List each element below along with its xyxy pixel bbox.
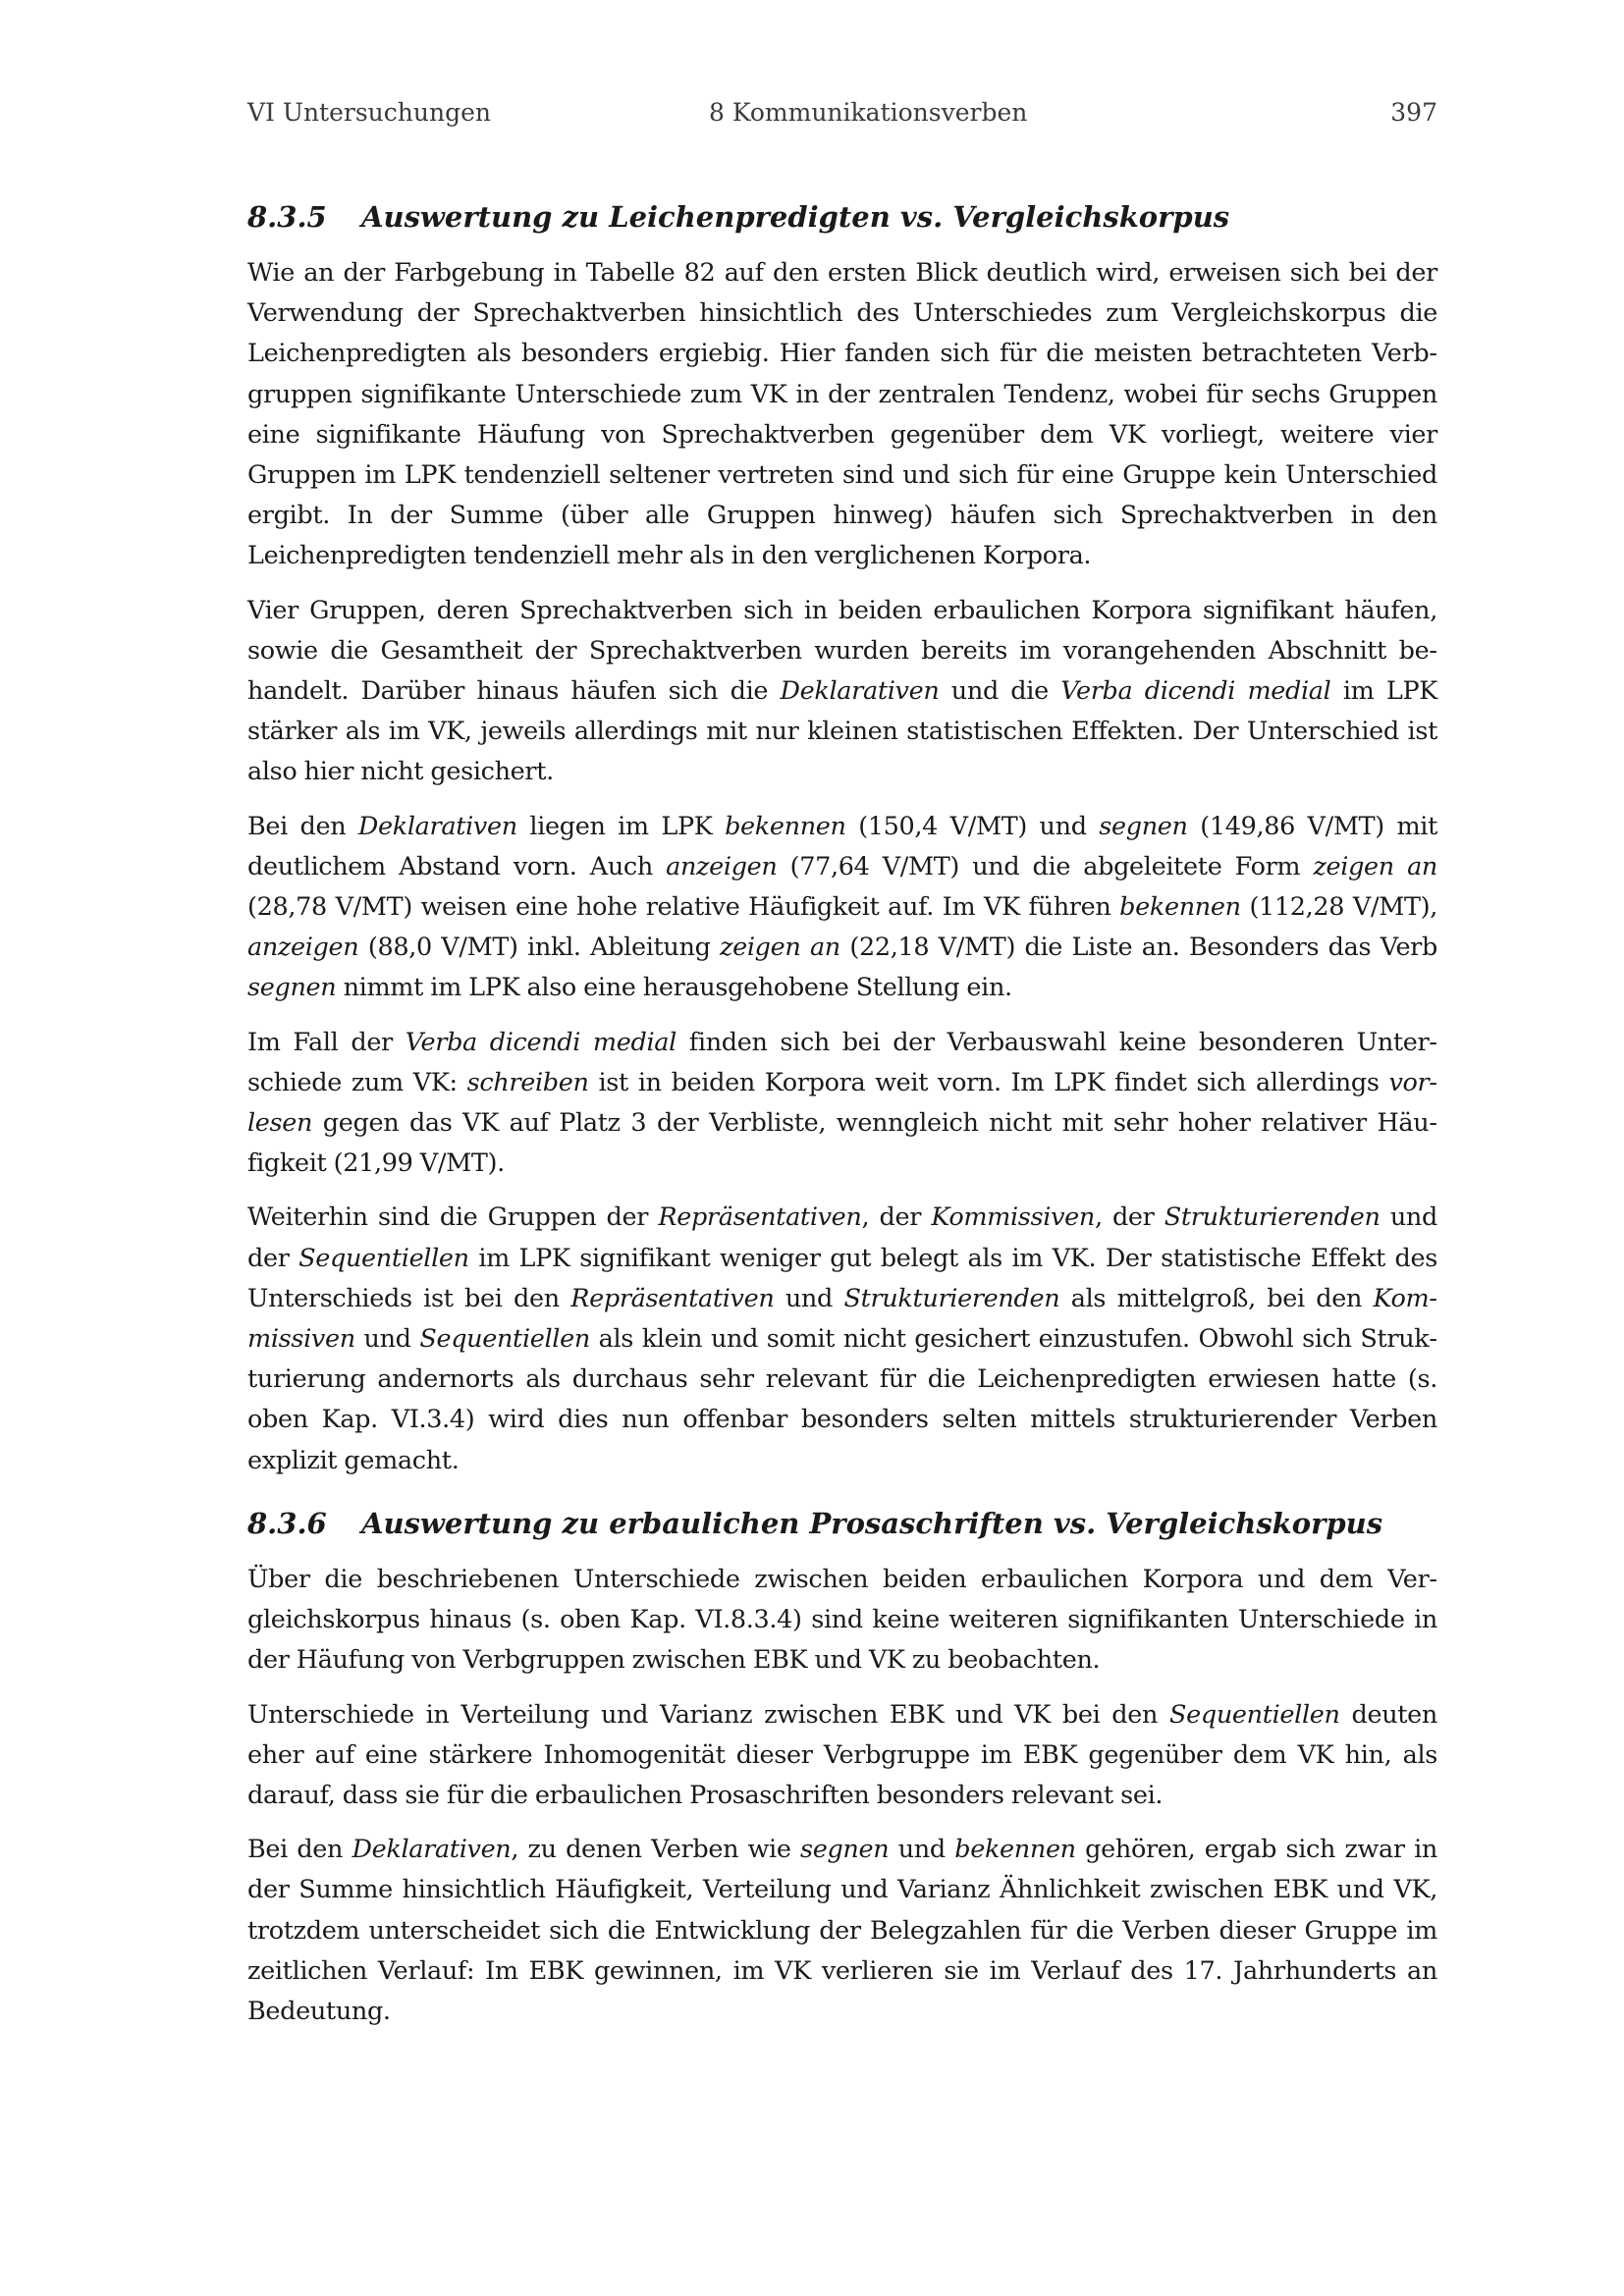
section-heading [247, 192, 1437, 241]
text-run: im LPK stärker als im VK, jeweils allerdings mit nur kleinen statistischen Effekten. Der Unterschied ist also hier nicht gesichert. [247, 676, 1437, 787]
text-run: (149,86 V/MT) mit deutlichem Abstand vorn. Auch [247, 811, 1437, 881]
emphasized-term: Repräsentativen [658, 1202, 862, 1233]
emphasized-term: segnen [247, 973, 337, 1003]
paragraph [247, 1830, 1437, 2032]
emphasized-term: Sequentiellen [298, 1243, 469, 1273]
text-run: finden sich bei der Verbauswahl keine besonderen Unterschiede zum VK: [247, 1027, 1437, 1097]
emphasized-term: Kommissiven [931, 1202, 1095, 1233]
text-run: als klein und somit nicht gesichert einzustufen. Obwohl sich Strukturierung andernorts als durchaus sehr relevant für die Leichenpredigten erwiesen hatte (s. oben Kap. VI.3.4) wird dies nun offenbar besonders selten mittels strukturierender Verben explizit gemacht. [247, 1324, 1437, 1475]
text-run: gehören, ergab sich zwar in der Summe hinsichtlich Häufigkeit, Verteilung und Varianz Ähnlichkeit zwischen EBK und VK, trotzdem unterscheidet sich die Entwicklung der Belegzahlen für die Verben dieser Gruppe im zeitlichen Verlauf: Im EBK gewinnen, im VK verlieren sie im Verlauf des 17. Jahrhunderts an Bedeutung. [247, 1835, 1437, 2026]
paragraph [247, 807, 1437, 1009]
running-head-section: VI Untersuchungen [247, 98, 491, 127]
emphasized-term: Verba dicendi medial [405, 1027, 677, 1057]
emphasized-term: Kommissiven [247, 1283, 1437, 1355]
text-run: liegen im LPK [516, 811, 726, 841]
text-run: (112,28 V/MT), [1240, 892, 1437, 923]
text-run: ist in beiden Korpora weit vorn. Im LPK findet sich allerdings [588, 1067, 1389, 1097]
emphasized-term: vorlesen [247, 1067, 1437, 1139]
emphasized-term: bekennen [1119, 892, 1241, 923]
text-run: Unterschiede in Verteilung und Varianz zwischen EBK und VK bei den [247, 1699, 1169, 1730]
emphasized-term: bekennen [725, 811, 846, 841]
paragraph [247, 1198, 1437, 1480]
emphasized-term: Deklarativen [352, 1835, 512, 1865]
text-run: , der [861, 1202, 932, 1233]
emphasized-term: Sequentiellen [419, 1324, 590, 1355]
text-run: nimmt im LPK also eine herausgehobene Stellung ein. [336, 973, 1012, 1003]
text-run: , der [1094, 1202, 1164, 1233]
section-number: 8.3.5 [247, 200, 327, 234]
text-run: (150,4 V/MT) und [845, 811, 1100, 841]
text-run: und [354, 1324, 420, 1355]
text-run: und der [247, 1202, 1437, 1273]
text-run: Bei den [247, 1835, 352, 1865]
text-run: (22,18 V/MT) die Liste an. Besonders das Verb [839, 933, 1437, 963]
text-run: Vier Gruppen, deren Sprechaktverben sich in beiden erbaulichen Korpora signifikant häufen, sowie die Gesamtheit der Sprechaktverben wurden bereits im vorangehenden Abschnitt behandelt. Darüber hinaus häufen sich die [247, 595, 1437, 707]
emphasized-term: bekennen [954, 1835, 1076, 1865]
emphasized-term: zeigen an [1313, 851, 1437, 881]
emphasized-term: Deklarativen [357, 811, 517, 841]
text-run: , zu denen Verben wie [511, 1835, 800, 1865]
paragraph [247, 1560, 1437, 1682]
text-run: Über die beschriebenen Unterschiede zwischen beiden erbaulichen Korpora und dem Vergleichskorpus hinaus (s. oben Kap. VI.8.3.4) sind keine weiteren signifikanten Unterschiede in der Häufung von Verbgruppen zwischen EBK und VK zu beobachten. [247, 1564, 1437, 1676]
text-run: und [889, 1835, 955, 1865]
text-run: als mittelgroß, bei den [1059, 1283, 1374, 1313]
emphasized-term: schreiben [466, 1067, 589, 1097]
emphasized-term: segnen [799, 1835, 890, 1865]
section-heading [247, 1499, 1437, 1548]
text-run: und [774, 1283, 844, 1313]
emphasized-term: Verba dicendi medial [1060, 676, 1331, 707]
emphasized-term: anzeigen [666, 851, 778, 881]
text-run: gegen das VK auf Platz 3 der Verbliste, wenngleich nicht mit sehr hoher relativer Häufigkeit (21,99 V/MT). [247, 1108, 1437, 1179]
text-run: deuten eher auf eine stärkere Inhomogenität dieser Verbgruppe im EBK gegenüber dem VK hin, als darauf, dass sie für die erbaulichen Prosaschriften besonders relevant sei. [247, 1699, 1437, 1810]
emphasized-term: segnen [1099, 811, 1188, 841]
text-run: (88,0 V/MT) inkl. Ableitung [358, 933, 721, 963]
emphasized-term: anzeigen [247, 933, 359, 963]
text-run: Wie an der Farbgebung in Tabelle 82 auf den ersten Blick deutlich wird, erweisen sich bei der Verwendung der Sprechaktverben hinsichtlich des Unterschiedes zum Vergleichskorpus die Leichenpredigten als besonders ergiebig. Hier fanden sich für die meisten betrachteten Verbgruppen signifikante Unterschiede zum VK in der zentralen Tendenz, wobei für sechs Gruppen eine signifikante Häufung von Sprechaktverben gegenüber dem VK vorliegt, weitere vier Gruppen im LPK tendenziell seltener vertreten sind und sich für eine Gruppe kein Unterschied ergibt. In der Summe (über alle Gruppen hinweg) häufen sich Sprechaktverben in den Leichenpredigten tendenziell mehr als in den verglichenen Korpora. [247, 258, 1437, 571]
text-run: Bei den [247, 811, 358, 841]
emphasized-term: Sequentiellen [1168, 1699, 1340, 1730]
paragraph [247, 1023, 1437, 1185]
page-number: 397 [1390, 98, 1437, 127]
emphasized-term: Strukturierenden [843, 1283, 1060, 1313]
text-run: und die [939, 676, 1061, 707]
section-title: Auswertung zu erbaulichen Prosaschriften vs. Vergleichskorpus [361, 1506, 1383, 1540]
emphasized-term: Deklarativen [780, 676, 940, 707]
text-run: Im Fall der [247, 1027, 406, 1057]
emphasized-term: zeigen an [720, 933, 840, 963]
paragraph [247, 253, 1437, 577]
text-run: Weiterhin sind die Gruppen der [247, 1202, 659, 1233]
paragraph [247, 1695, 1437, 1817]
text-run: (28,78 V/MT) weisen eine hohe relative Häufigkeit auf. Im VK führen [247, 892, 1120, 923]
text-run: im LPK signifikant weniger gut belegt als im VK. Der statistische Effekt des Unterschieds ist bei den [247, 1243, 1437, 1313]
running-head-chapter: 8 Kommunikationsverben [709, 98, 1028, 127]
paragraph [247, 591, 1437, 793]
section-title: Auswertung zu Leichenpredigten vs. Vergleichskorpus [361, 200, 1230, 234]
emphasized-term: Strukturierenden [1164, 1202, 1380, 1233]
page-body [247, 192, 1437, 2046]
text-run: (77,64 V/MT) und die abgeleitete Form [777, 851, 1314, 881]
running-head [247, 98, 1437, 132]
emphasized-term: Repräsentativen [570, 1283, 775, 1313]
section-number: 8.3.6 [247, 1506, 327, 1540]
